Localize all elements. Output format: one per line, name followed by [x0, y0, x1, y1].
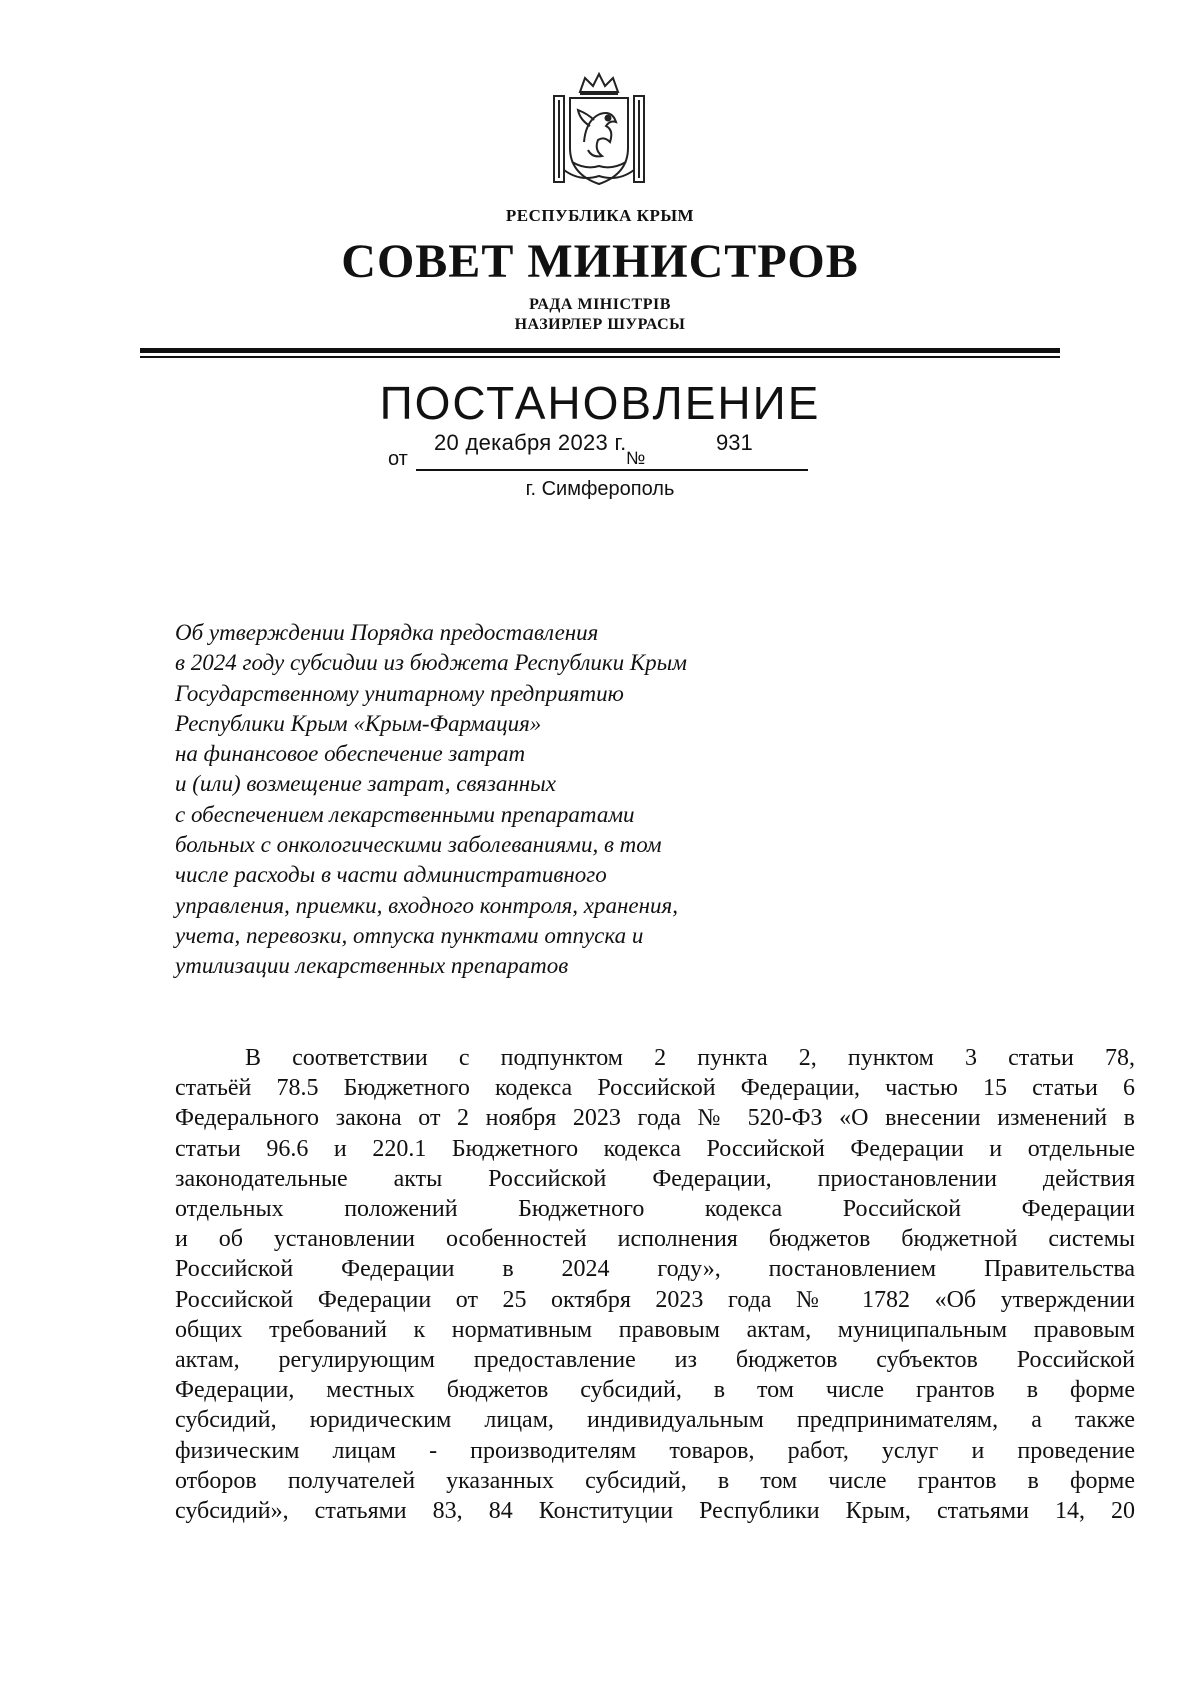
document-city: г. Симферополь — [525, 478, 675, 500]
subject-line: Об утверждении Порядка предоставления — [175, 620, 599, 645]
body-line: актам, регулирующим предоставление из бюджетов субъектов Российской — [175, 1347, 1135, 1374]
header-council-ukrainian: РАДА МІНІСТРІВ — [529, 296, 671, 313]
document-body — [175, 1043, 1135, 1526]
subject-line: больных с онкологическими заболеваниями, в том — [175, 832, 662, 858]
header-council: СОВЕТ МИНИСТРОВ — [341, 235, 859, 288]
date-underline — [416, 469, 808, 471]
date-prefix: от — [388, 448, 408, 470]
subject-line: на финансовое обеспечение затрат — [175, 741, 526, 767]
body-line: субсидий», статьями 83, 84 Конституции Республики Крым, статьями 14, 20 — [175, 1498, 1135, 1525]
date-number-line — [388, 430, 808, 470]
subject-line: учета, перевозки, отпуска пунктами отпуска и — [175, 922, 644, 948]
document-number: 931 — [716, 430, 753, 455]
header-council-crimean-tatar: НАЗИРЛЕР ШУРАСЫ — [514, 316, 686, 333]
body-line: субсидий, юридическим лицам, индивидуальным предпринимателям, а также — [175, 1407, 1135, 1434]
subject-line: числе расходы в части административного — [175, 862, 607, 888]
body-line: Российской Федерации в 2024 году», постановлением Правительства — [175, 1256, 1135, 1283]
subject-line: Государственному унитарному предприятию — [175, 680, 624, 706]
body-line: В соответствии с подпунктом 2 пункта 2, пунктом 3 статьи 78, — [245, 1045, 1135, 1071]
subject-line: Республики Крым «Крым-Фармация» — [175, 710, 542, 736]
body-line: отдельных положений Бюджетного кодекса Российской Федерации — [175, 1196, 1135, 1223]
body-line: Федерального закона от 2 ноября 2023 года № 520-ФЗ «О внесении изменений в — [175, 1105, 1135, 1132]
body-line: физическим лицам - производителям товаров, работ, услуг и проведение — [175, 1437, 1135, 1464]
body-line: Федерации, местных бюджетов субсидий, в том числе грантов в форме — [175, 1377, 1135, 1404]
document-subject — [175, 618, 895, 982]
body-line: законодательные акты Российской Федерации, приостановлении действия — [175, 1165, 1135, 1192]
subject-line: с обеспечением лекарственными препаратами — [175, 801, 635, 827]
subject-line: и (или) возмещение затрат, связанных — [175, 771, 556, 797]
body-line: общих требований к нормативным правовым актам, муниципальным правовым — [175, 1316, 1135, 1343]
document-date: 20 декабря 2023 г. — [434, 430, 627, 455]
crimea-coat-of-arms-icon — [550, 70, 648, 190]
body-line: статьёй 78.5 Бюджетного кодекса Российской Федерации, частью 15 статьи 6 — [175, 1075, 1135, 1102]
number-label: № — [626, 448, 646, 468]
subject-line: в 2024 году субсидии из бюджета Республики Крым — [175, 650, 687, 676]
body-line: и об установлении особенностей исполнения бюджетов бюджетной системы — [175, 1226, 1135, 1253]
body-line: статьи 96.6 и 220.1 Бюджетного кодекса Российской Федерации и отдельные — [175, 1135, 1135, 1162]
document-type: ПОСТАНОВЛЕНИЕ — [379, 377, 821, 429]
header-divider-thick — [140, 348, 1060, 353]
subject-line: управления, приемки, входного контроля, хранения, — [175, 892, 678, 918]
body-line: Российской Федерации от 25 октября 2023 года № 1782 «Об утверждении — [175, 1286, 1135, 1313]
header-republic: РЕСПУБЛИКА КРЫМ — [505, 206, 695, 225]
body-line: отборов получателей указанных субсидий, в том числе грантов в форме — [175, 1467, 1135, 1494]
header-divider-thin — [140, 356, 1060, 358]
subject-line: утилизации лекарственных препаратов — [175, 953, 569, 979]
